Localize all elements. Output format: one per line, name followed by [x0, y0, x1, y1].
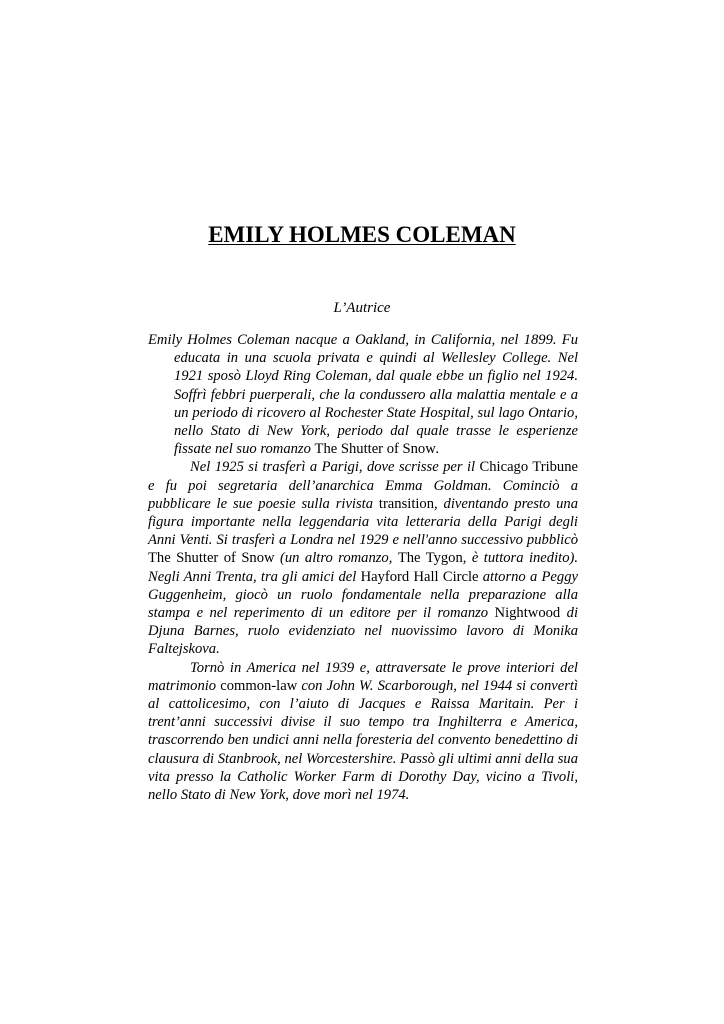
p2-title-6: Nightwood	[494, 605, 561, 622]
paragraph-2	[148, 458, 578, 658]
p2-title-5: Hayford Hall Circle	[360, 568, 479, 585]
p3-term-1: common-law	[220, 677, 298, 694]
p2-text-5: , è tuttora inedito). Negli Anni Trenta, tra gli amici del	[148, 550, 578, 585]
p1-text-2: .	[435, 441, 440, 458]
p2-text-1: Nel 1925 si trasferì a Parigi, dove scrisse per il	[190, 459, 480, 476]
paragraph-1	[148, 331, 578, 458]
p2-title-4: The Tygon	[397, 550, 463, 567]
p2-text-2: e fu poi segretaria dell’anarchica Emma Goldman. Cominciò a pubblicare le sue poesie sulla rivista	[148, 477, 578, 512]
p1-text-1: Emily Holmes Coleman nacque a Oakland, in California, nel 1899. Fu educata in una scuola privata e quindi al Wellesley College. Nel 1921 sposò Lloyd Ring Coleman, dal quale ebbe un figlio nel 1924. Soffrì febbri puerperali, che la condussero alla malattia mentale e a un periodo di ricovero al Rochester State Hospital, sul lago Ontario, nello Stato di New York, periodo dal quale trasse le esperienze fissate nel suo romanzo	[148, 332, 578, 458]
p3-text-1: Tornò in America nel 1939 e, attraversate le prove interiori del matrimonio	[148, 659, 578, 694]
p2-title-1: Chicago Tribune	[479, 459, 578, 476]
p2-title-3: The Shutter of Snow	[148, 550, 275, 567]
biography-text	[148, 331, 578, 804]
paragraph-3	[148, 659, 578, 805]
p2-text-7: di Djuna Barnes, ruolo evidenziato nel nuovissimo lavoro di Monika Faltejskova.	[148, 605, 578, 658]
p2-title-2: transition	[378, 495, 435, 512]
p2-text-3: , diventando presto una figura importante nella leggendaria vita letteraria della Parigi degli Anni Venti. Si trasferì a Londra nel 1929 e nell'anno successivo pubblicò	[148, 495, 578, 549]
p2-text-4: (un altro romanzo,	[274, 550, 398, 567]
p3-text-2: con John W. Scarborough, nel 1944 si convertì al cattolicesimo, con l’aiuto di Jacques e Raissa Maritain. Per i trent’anni successivi divise il suo tempo tra Inghilterra e America, trascorrendo ben undici anni nella foresteria del convento benedettino di clausura di Stanbrook, nel Worcestershire. Passò gli ultimi anni della sua vita presso la Catholic Worker Farm di Dorothy Day, vicino a Tivoli, nello Stato di New York, dove morì nel 1974.	[148, 677, 578, 804]
p2-text-6: attorno a Peggy Guggenheim, giocò un ruolo fondamentale nella preparazione alla stampa e nel reperimento di un editore per il romanzo	[148, 568, 578, 622]
section-subtitle: L’Autrice	[333, 300, 391, 316]
page-title: EMILY HOLMES COLEMAN	[208, 222, 516, 247]
p1-title-1: The Shutter of Snow	[314, 441, 436, 458]
